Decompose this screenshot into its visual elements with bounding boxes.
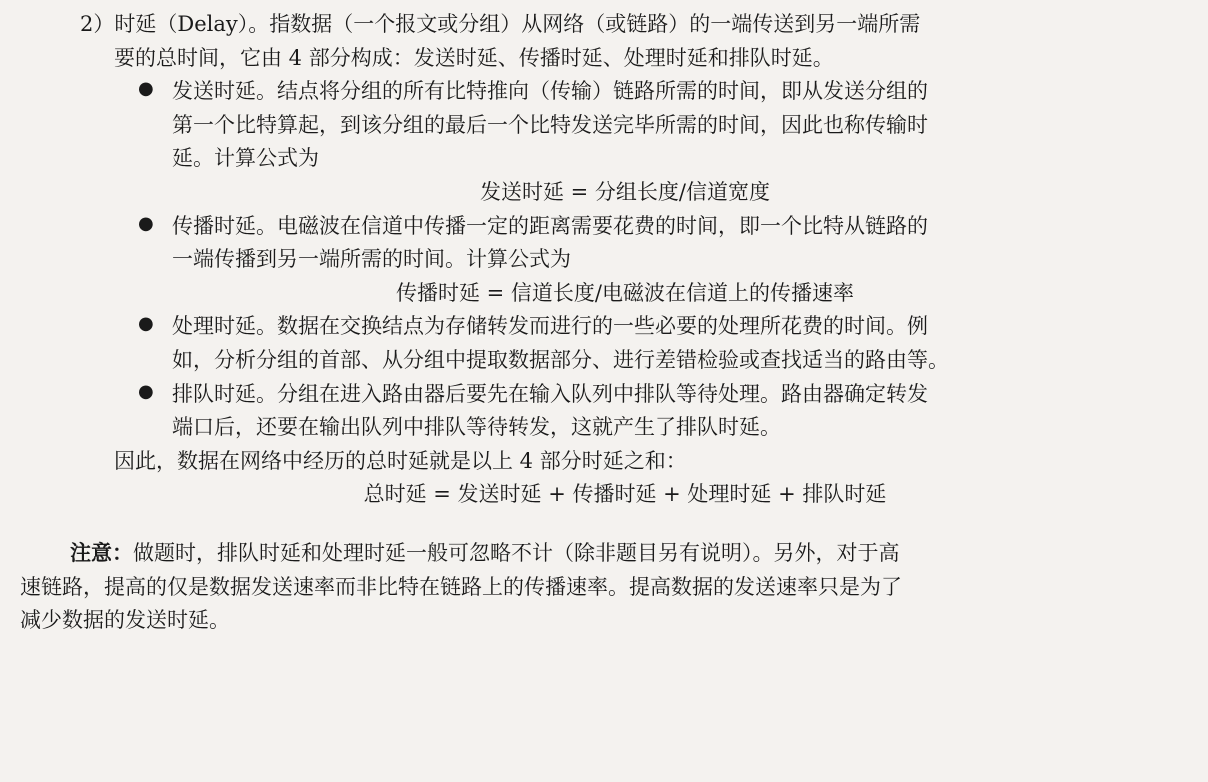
formula-total-delay: 总时延 = 发送时延 + 传播时延 + 处理时延 + 排队时延 xyxy=(363,482,887,507)
bullet-text-line: 传播时延。电磁波在信道中传播一定的距离需要花费的时间，即一个比特从链路的 xyxy=(172,213,928,238)
note-text-line: 减少数据的发送时延。 xyxy=(20,608,230,633)
bullet-text-line: 延。计算公式为 xyxy=(172,146,319,171)
bullet-item-processing-delay xyxy=(20,310,1190,377)
summary-text: 因此，数据在网络中经历的总时延就是以上 4 部分时延之和： xyxy=(114,448,687,473)
bullet-text-line: 发送时延。结点将分组的所有比特推向（传输）链路所需的时间，即从发送分组的 xyxy=(172,79,928,104)
bullet-text-line: 一端传播到另一端所需的时间。计算公式为 xyxy=(172,247,571,272)
bullet-text-line: 如，分析分组的首部、从分组中提取数据部分、进行差错检验或查找适当的路由等。 xyxy=(172,347,949,372)
bullet-text-line: 第一个比特算起，到该分组的最后一个比特发送完毕所需的时间，因此也称传输时 xyxy=(172,112,928,137)
bullet-icon: ● xyxy=(138,313,154,335)
note-label: 注意： xyxy=(70,539,133,565)
note-text-line: 做题时，排队时延和处理时延一般可忽略不计（除非题目另有说明）。另外，对于高 xyxy=(133,540,900,565)
bullet-text-line: 处理时延。数据在交换结点为存储转发而进行的一些必要的处理所花费的时间。例 xyxy=(172,314,928,339)
formula-propagation-delay: 传播时延 = 信道长度/电磁波在信道上的传播速率 xyxy=(395,280,855,305)
bullet-item-queuing-delay xyxy=(20,378,1190,445)
bullet-icon: ● xyxy=(138,78,154,100)
note-block xyxy=(20,536,1190,638)
bullet-item-transmission-delay xyxy=(20,75,1190,209)
bullet-text-line: 排队时延。分组在进入路由器后要先在输入队列中排队等待处理。路由器确定转发 xyxy=(172,381,928,406)
formula-transmission-delay: 发送时延 = 分组长度/信道宽度 xyxy=(479,179,771,204)
bullet-item-propagation-delay xyxy=(20,210,1190,311)
section-heading-line-2: 要的总时间，它由 4 部分构成：发送时延、传播时延、处理时延和排队时延。 xyxy=(114,45,834,70)
bullet-icon: ● xyxy=(138,380,154,402)
section-heading-line-1: 2）时延（Delay）。指数据（一个报文或分组）从网络（或链路）的一端传送到另一端所需 xyxy=(80,12,921,36)
note-text-line: 速链路，提高的仅是数据发送速率而非比特在链路上的传播速率。提高数据的发送速率只是为了 xyxy=(20,574,902,599)
bullet-icon: ● xyxy=(138,212,154,234)
bullet-text-line: 端口后，还要在输出队列中排队等待转发，这就产生了排队时延。 xyxy=(172,415,781,440)
